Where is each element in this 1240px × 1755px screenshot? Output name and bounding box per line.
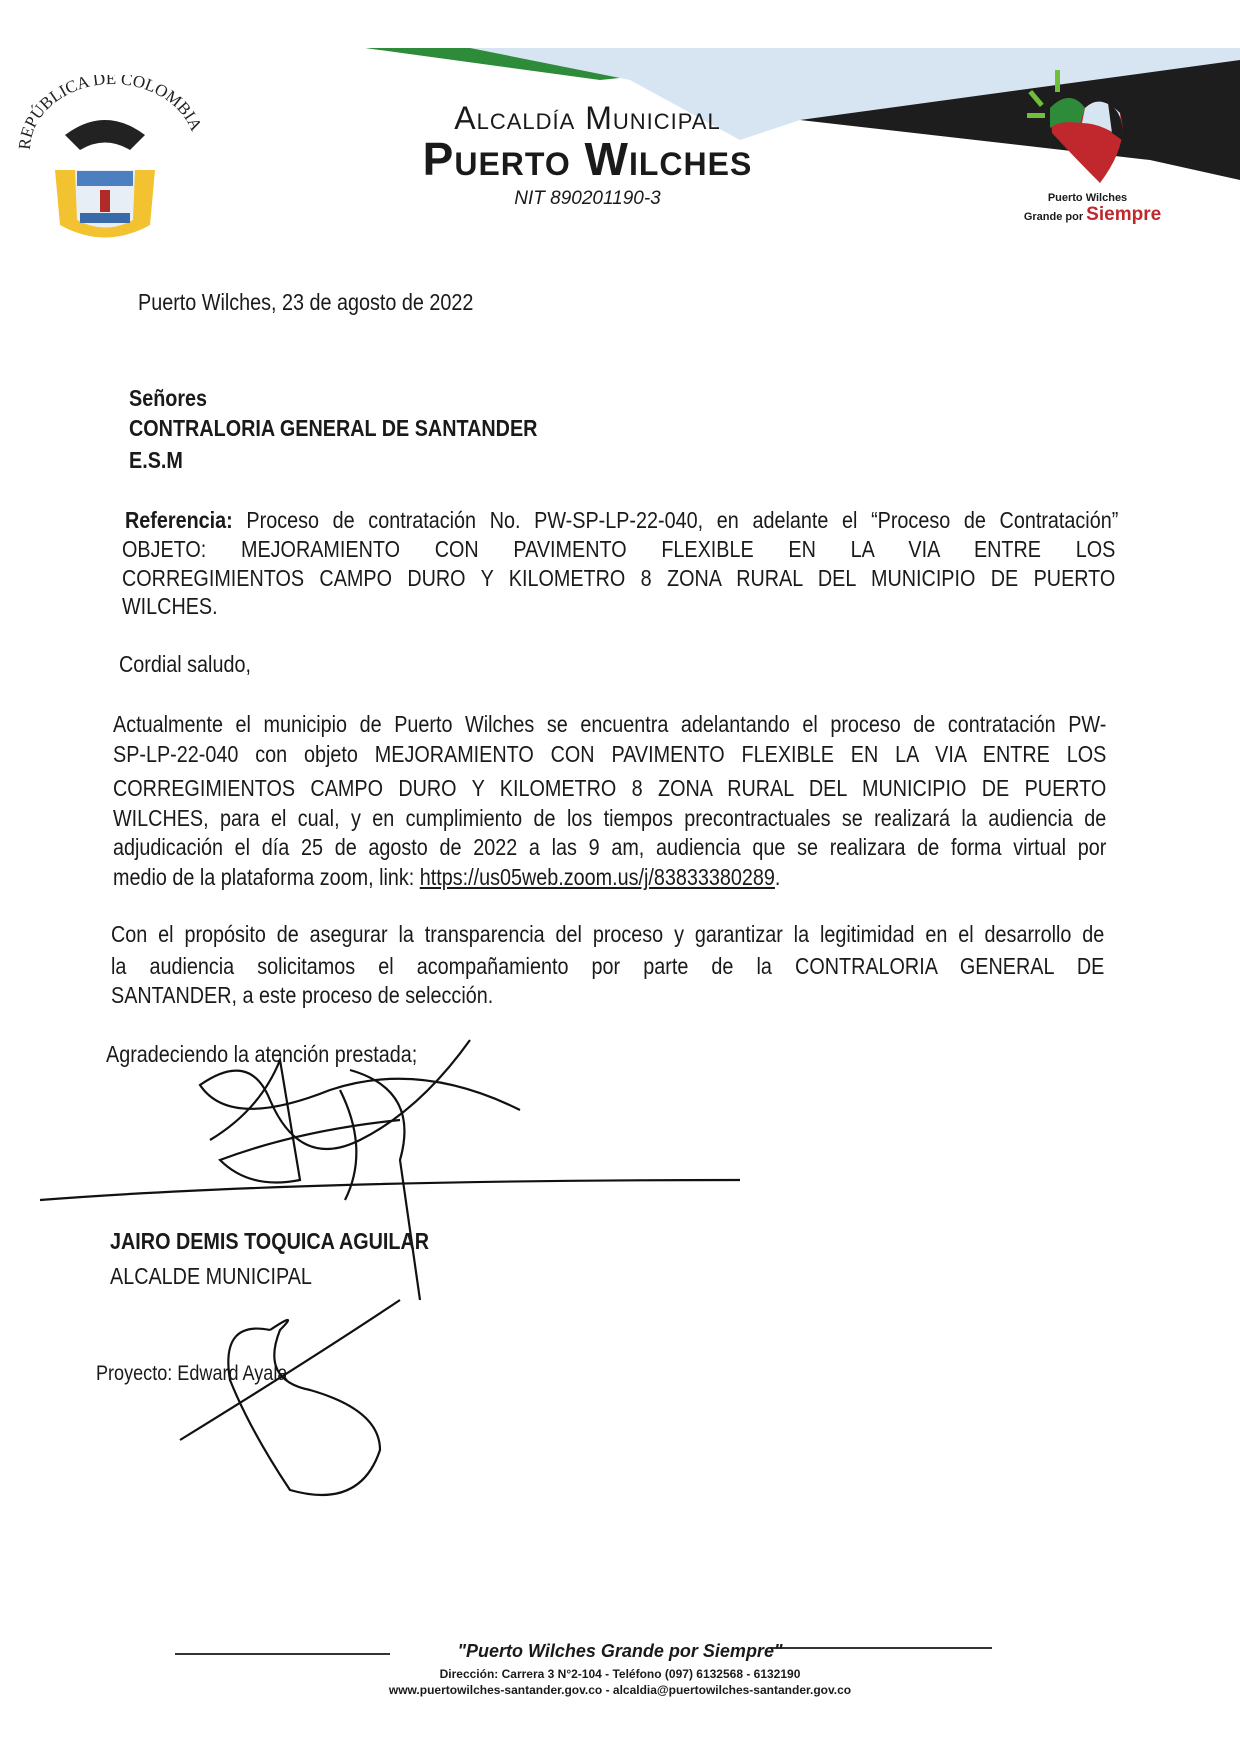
reference-line: OBJETO: MEJORAMIENTO CON PAVIMENTO FLEXIBLE EN LA VIA ENTRE LOS bbox=[122, 536, 1116, 562]
recipient-line: CONTRALORIA GENERAL DE SANTANDER bbox=[129, 415, 538, 441]
greeting: Cordial saludo, bbox=[119, 651, 251, 677]
footer-address: Dirección: Carrera 3 N°2-104 - Teléfono (097) 6132568 - 6132190 bbox=[439, 1667, 801, 1681]
header-line2: Puerto Wilches bbox=[422, 133, 753, 185]
reference-label: Referencia: bbox=[125, 507, 233, 533]
recipient-line: Señores bbox=[129, 385, 208, 411]
recipient-line: E.S.M bbox=[129, 447, 183, 473]
paragraph1-line: adjudicación el día 25 de agosto de 2022 a las 9 am, audiencia que se realizara de forma virtual por bbox=[113, 834, 1107, 860]
initials-signature bbox=[160, 1290, 420, 1510]
logo-line1: Puerto Wilches bbox=[1047, 192, 1128, 204]
link-suffix: . bbox=[774, 864, 781, 890]
logo-line2 bbox=[1000, 204, 1185, 226]
letter-date: Puerto Wilches, 23 de agosto de 2022 bbox=[138, 289, 474, 315]
municipal-logo bbox=[1000, 68, 1200, 233]
paragraph1-line: SP-LP-22-040 con objeto MEJORAMIENTO CON PAVIMENTO FLEXIBLE EN LA VIA ENTRE LOS bbox=[113, 741, 1107, 767]
logo-line2b: Siempre bbox=[1086, 204, 1162, 225]
reference-line bbox=[125, 506, 1118, 535]
paragraph2-line: Con el propósito de asegurar la transparencia del proceso y garantizar la legitimidad en el desarrollo de bbox=[111, 921, 1105, 947]
header-line1: Alcaldía Municipal bbox=[454, 100, 721, 136]
signer-name: JAIRO DEMIS TOQUICA AGUILAR bbox=[110, 1228, 430, 1254]
paragraph1-line: WILCHES, para el cual, y en cumplimiento de los tiempos precontractuales se realizará la audiencia de bbox=[113, 805, 1107, 831]
reference-line: CORREGIMIENTOS CAMPO DURO Y KILOMETRO 8 ZONA RURAL DEL MUNICIPIO DE PUERTO bbox=[122, 565, 1116, 591]
reference-line: WILCHES. bbox=[122, 593, 218, 619]
closing: Agradeciendo la atención prestada; bbox=[106, 1041, 418, 1067]
paragraph1-line: Actualmente el municipio de Puerto Wilches se encuentra adelantando el proceso de contratación PW- bbox=[113, 711, 1107, 737]
header-nit: NIT 890201190-3 bbox=[514, 188, 661, 209]
footer-web: www.puertowilches-santander.gov.co - alcaldia@puertowilches-santander.gov.co bbox=[388, 1683, 852, 1697]
paragraph1-line bbox=[113, 863, 780, 892]
paragraph2-line: SANTANDER, a este proceso de selección. bbox=[111, 982, 494, 1008]
paragraph1-text: medio de la plataforma zoom, link: bbox=[113, 864, 420, 890]
coat-of-arms-text: REPÚBLICA DE COLOMBIA bbox=[14, 75, 205, 151]
zoom-link[interactable]: https://us05web.zoom.us/j/83833380289 bbox=[419, 864, 775, 890]
project-by: Proyecto: Edward Ayala bbox=[96, 1362, 288, 1385]
paragraph1-line: CORREGIMIENTOS CAMPO DURO Y KILOMETRO 8 ZONA RURAL DEL MUNICIPIO DE PUERTO bbox=[113, 775, 1107, 801]
footer-slogan: "Puerto Wilches Grande por Siempre" bbox=[457, 1641, 783, 1661]
signer-title: ALCALDE MUNICIPAL bbox=[110, 1263, 312, 1289]
reference-text: Proceso de contratación No. PW-SP-LP-22-040, en adelante el “Proceso de Contratación” bbox=[232, 507, 1119, 533]
logo-line2a: Grande por bbox=[1023, 211, 1087, 223]
paragraph2-line: la audiencia solicitamos el acompañamiento por parte de la CONTRALORIA GENERAL DE bbox=[111, 953, 1105, 979]
